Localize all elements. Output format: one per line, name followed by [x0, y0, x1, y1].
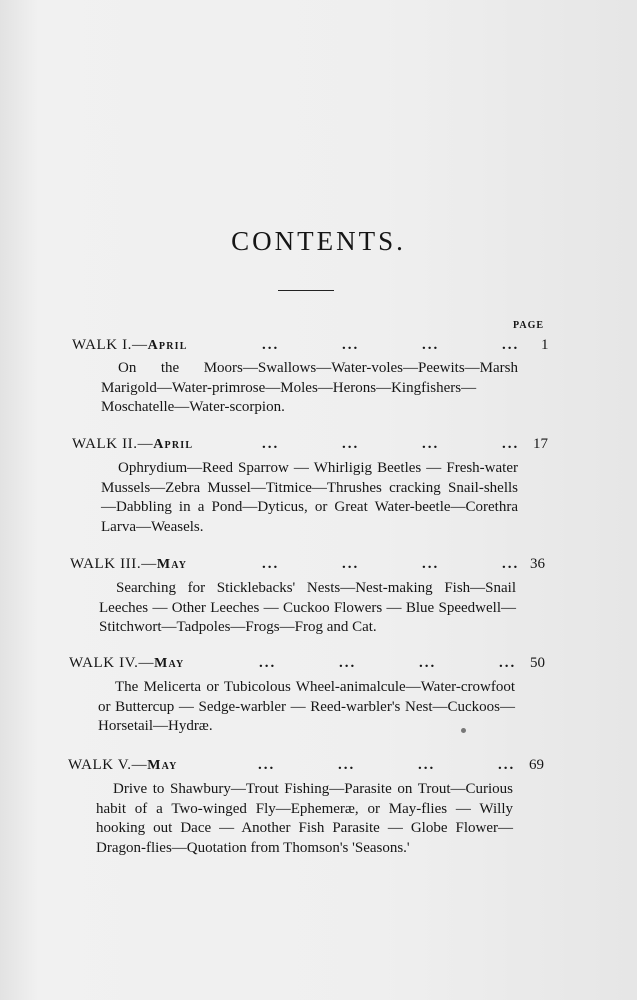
walk-title — [72, 337, 188, 354]
dot-leader: ... ... ... ... — [262, 337, 520, 353]
walk-number: WALK IV.— — [69, 655, 155, 671]
walk-number: WALK V.— — [68, 757, 148, 773]
walk-title — [72, 436, 193, 453]
walk-month: April — [147, 338, 188, 353]
entry-description: Drive to Shawbury—Trout Fishing—Parasite on Trout—Curious habit of a Two-winged Fly—Ephemeræ, or May-flies — Willy hooking out Dace — Another Fish Parasite — Globe Flower—Dragon-flies—Quotation from Thomson's 'Seasons.' — [96, 781, 513, 856]
page-number: 1 — [541, 337, 549, 353]
entry-description: On the Moors—Swallows—Water-voles—Peewits—Marsh Marigold—Water-primrose—Moles—Herons—Kingfishers—Moschatelle—Water-scorpion. — [101, 360, 518, 416]
entry-heading — [0, 556, 637, 578]
walk-month: May — [147, 758, 178, 773]
entry-description: Searching for Sticklebacks' Nests—Nest-making Fish—Snail Leeches — Other Leeches — Cuckoo Flowers — Blue Speedwell—Stitchwort—Tadpoles—Frogs—Frog and Cat. — [99, 580, 516, 636]
entry-heading — [0, 757, 637, 779]
title-rule — [278, 290, 334, 291]
walk-number: WALK II.— — [72, 436, 154, 452]
entry-heading — [0, 337, 637, 359]
walk-title — [69, 655, 184, 672]
dot-leader: ... ... ... ... — [262, 436, 520, 452]
page-number: 69 — [529, 757, 544, 773]
entry-heading — [0, 436, 637, 458]
page-number: 36 — [530, 556, 545, 572]
contents-entry — [0, 436, 637, 535]
entry-description: The Melicerta or Tubicolous Wheel-animalcule—Water-crowfoot or Buttercup — Sedge-warbler — Reed-warbler's Nest—Cuckoos—Horsetail—Hydræ. — [98, 679, 515, 735]
walk-number: WALK III.— — [70, 556, 157, 572]
page-title: CONTENTS. — [231, 226, 406, 256]
contents-entry — [0, 337, 637, 416]
walk-title — [70, 556, 187, 573]
walk-month: May — [154, 656, 185, 671]
walk-month: May — [156, 557, 188, 572]
ink-speck — [461, 728, 466, 733]
walk-month: April — [153, 437, 194, 452]
page-number: 17 — [533, 436, 548, 452]
entry-heading — [0, 655, 637, 677]
contents-entry — [0, 655, 637, 735]
contents-entry — [0, 556, 637, 636]
dot-leader: ... ... ... ... — [258, 757, 516, 773]
walk-title — [68, 757, 178, 774]
contents-entry — [0, 757, 637, 856]
page-number: 50 — [530, 655, 545, 671]
walk-number: WALK I.— — [72, 337, 148, 353]
dot-leader: ... ... ... ... — [259, 655, 517, 671]
page-column-label: PAGE — [513, 320, 545, 331]
dot-leader: ... ... ... ... — [262, 556, 520, 572]
entry-description: Ophrydium—Reed Sparrow — Whirligig Beetles — Fresh-water Mussels—Zebra Mussel—Titmice—Thrushes cracking Snail-shells—Dabbling in a Pond—Dyticus, or Great Water-beetle—Corethra Larva—Weasels. — [101, 460, 518, 535]
